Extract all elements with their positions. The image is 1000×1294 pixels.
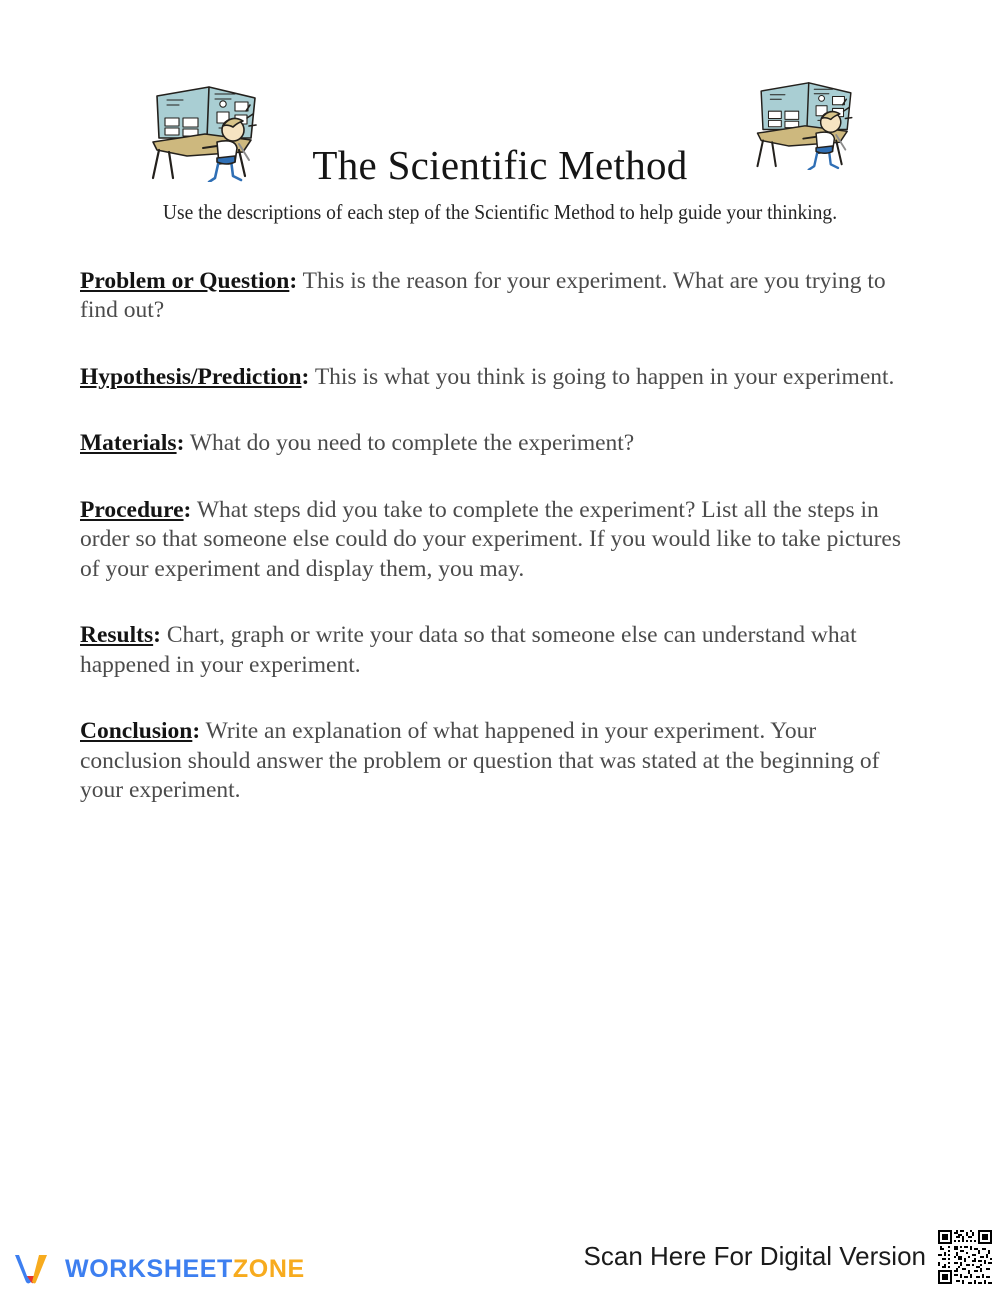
section-body: This is what you think is going to happen in your experiment. [314, 363, 895, 390]
section-term: Problem or Question [80, 267, 290, 294]
section-term: Results [80, 622, 154, 648]
section-term: Hypothesis/Prediction [80, 363, 302, 390]
section-problem-or-question [80, 267, 910, 326]
section-colon: : [192, 718, 201, 744]
section-conclusion [80, 717, 910, 806]
worksheet-zone-logo[interactable] [12, 1252, 305, 1286]
section-colon: : [153, 622, 161, 648]
section-term: Materials [80, 430, 177, 456]
page-footer [0, 1222, 1000, 1294]
page-header [0, 78, 1000, 224]
section-colon: : [301, 363, 310, 390]
brand-worksheet-label: WORKSHEET [65, 1255, 233, 1283]
section-body: What steps did you take to complete the experiment? List all the steps in order so that someone else could do your experiment. If you would like to take pictures of your experiment and display them, you may. [80, 496, 901, 582]
section-procedure [80, 496, 910, 585]
section-results [80, 621, 910, 680]
section-hypothesis-prediction [80, 363, 910, 393]
section-materials [80, 429, 910, 459]
section-body: What do you need to complete the experiment? [189, 430, 635, 456]
section-body: Write an explanation of what happened in your experiment. Your conclusion should answer the problem or question that was stated at the beginning of your experiment. [80, 718, 880, 803]
worksheet-sections [80, 243, 910, 806]
section-term: Conclusion [80, 718, 193, 744]
brand-zone-label: ZONE [232, 1255, 305, 1283]
section-body: This is the reason for your experiment. What are you trying to find out? [80, 267, 886, 323]
section-colon: : [183, 496, 192, 523]
scan-here-label: Scan Here For Digital Version [583, 1241, 926, 1271]
section-colon: : [289, 267, 298, 294]
section-body: Chart, graph or write your data so that someone else can understand what happened in your experiment. [80, 622, 857, 678]
brand-text [65, 1256, 305, 1282]
section-colon: : [176, 430, 185, 456]
page-subtitle: Use the descriptions of each step of the Scientific Method to help guide your thinking. [162, 200, 838, 224]
qr-code-icon[interactable] [936, 1228, 994, 1286]
section-term: Procedure [80, 496, 184, 523]
worksheet-zone-logo-mark-icon [12, 1252, 54, 1286]
scan-digital-version[interactable] [584, 1228, 994, 1286]
page-title: The Scientific Method [312, 142, 688, 188]
